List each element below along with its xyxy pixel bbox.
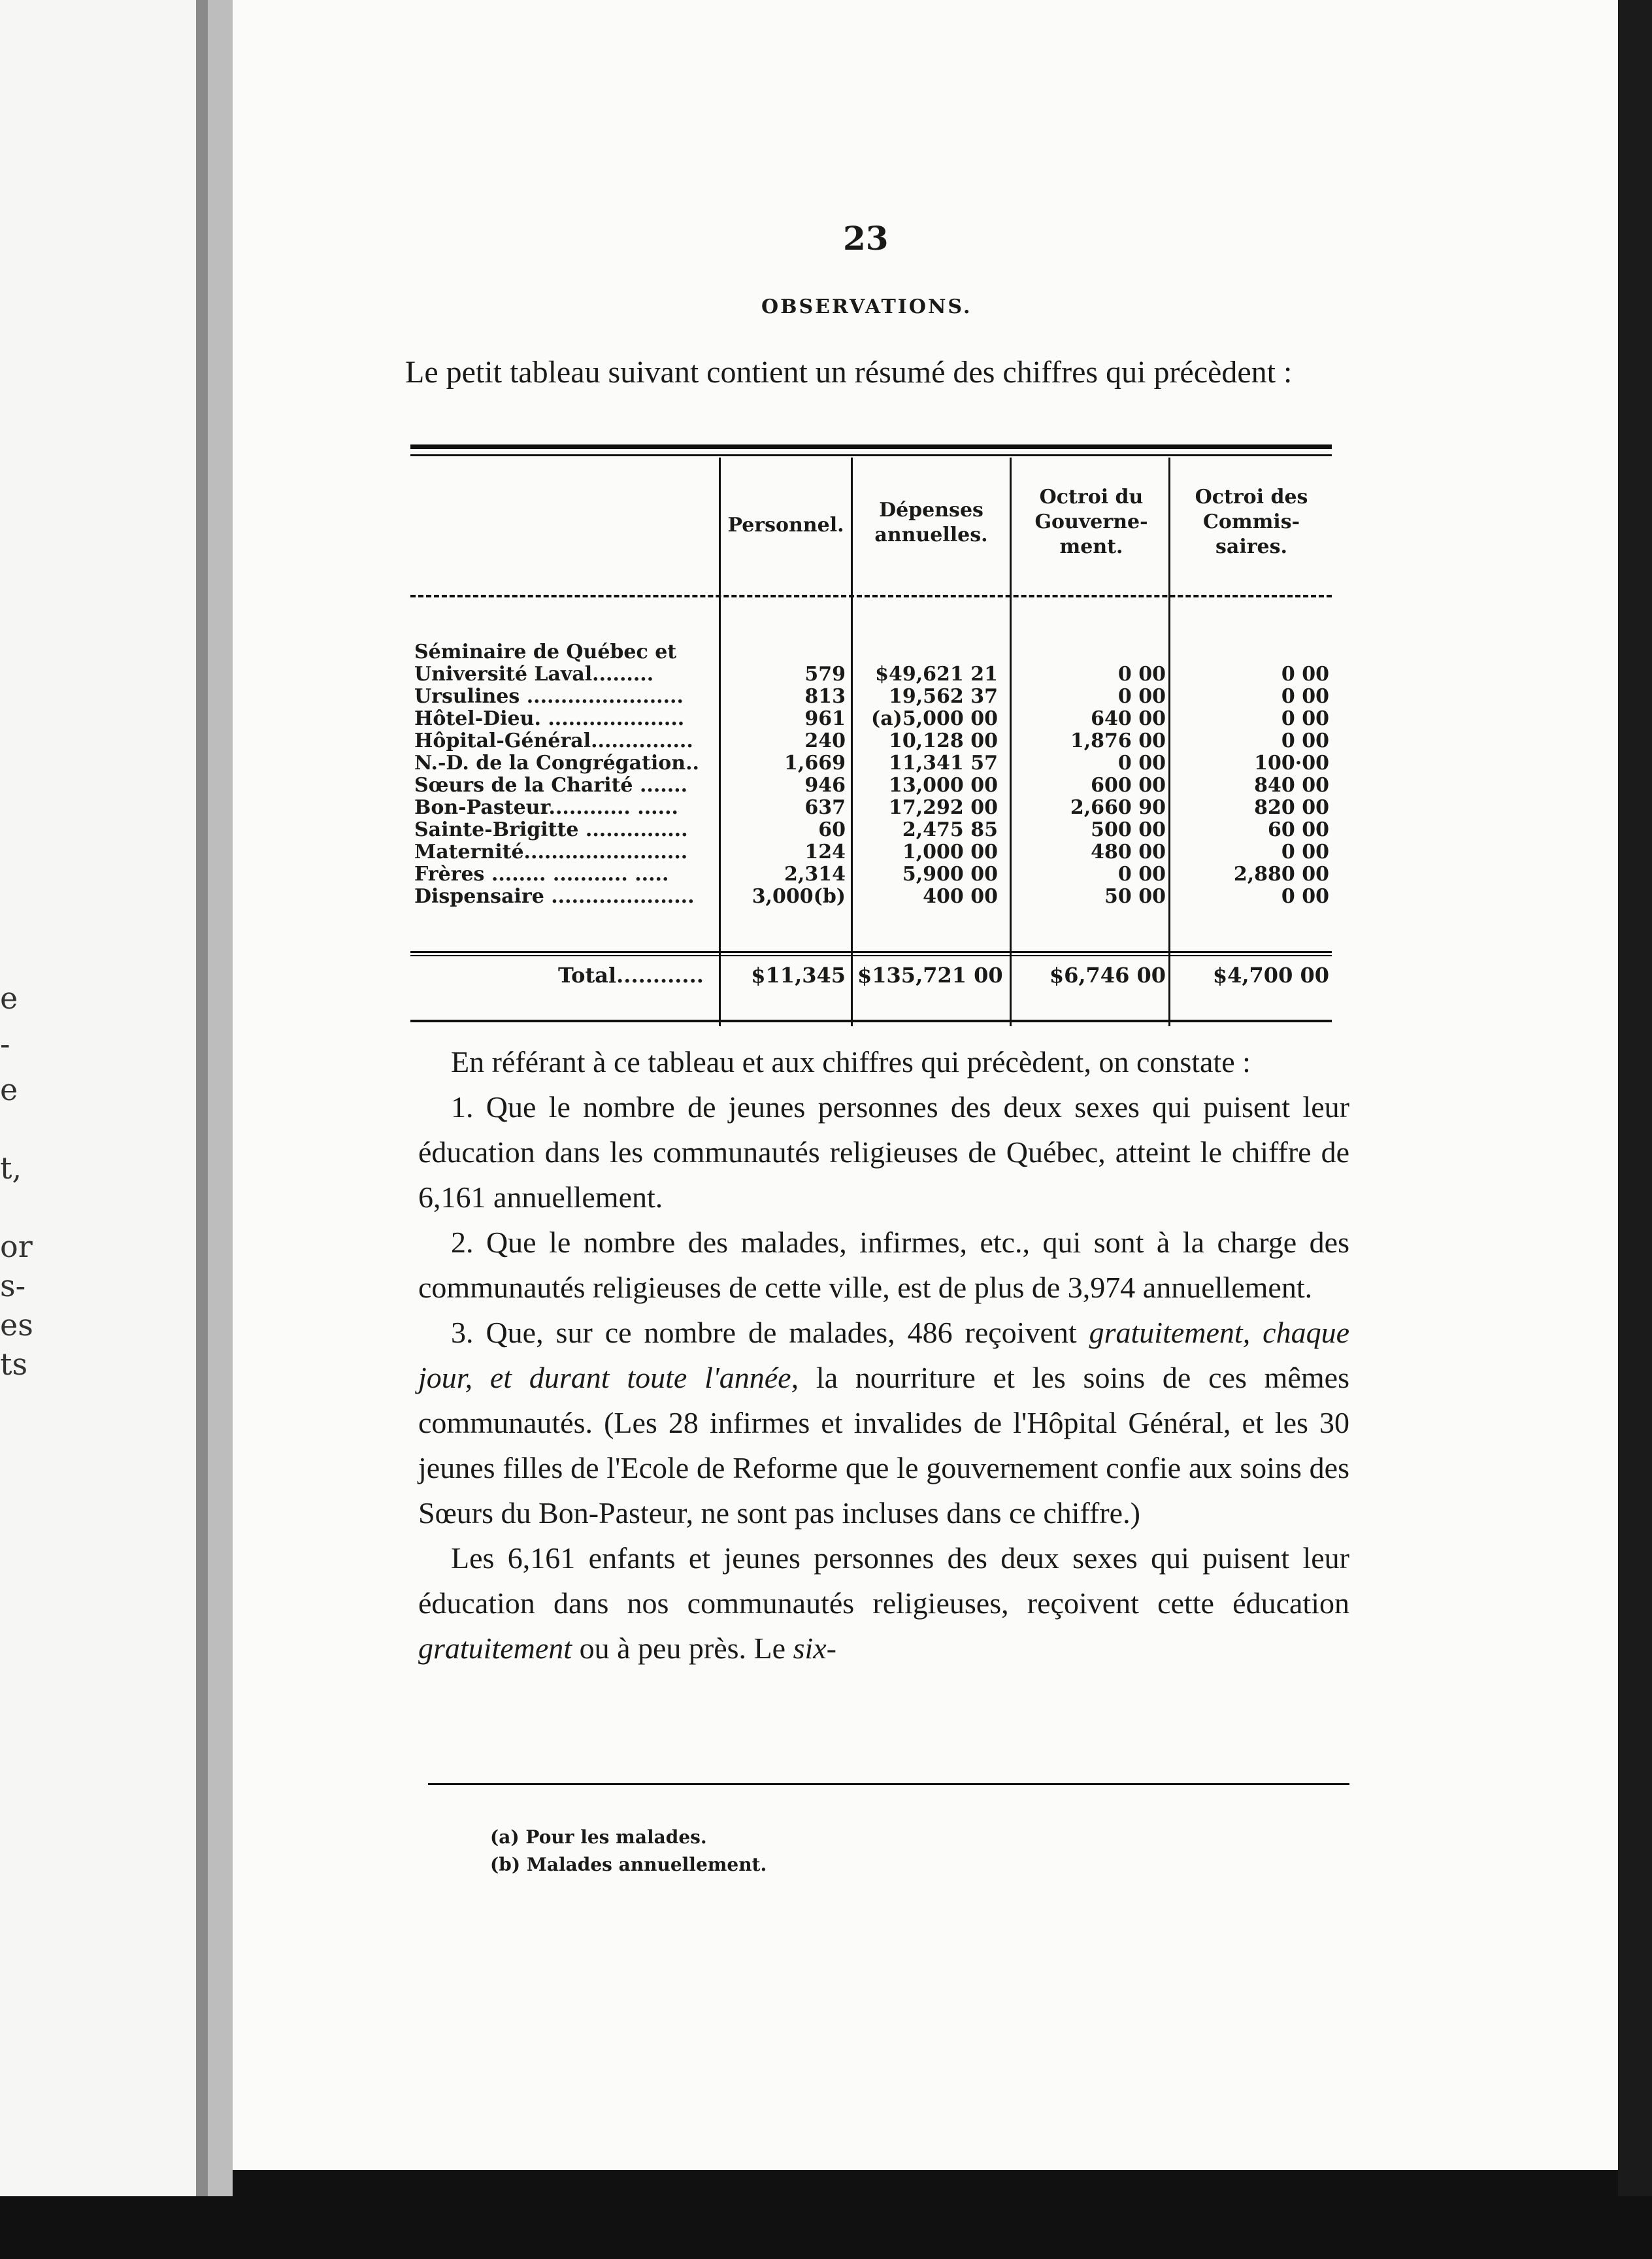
header-gouvernement: Octroi du Gouverne- ment. — [1034, 486, 1148, 558]
table-top-rule — [410, 444, 1332, 449]
left-fragment: es — [0, 1307, 33, 1343]
header-personnel: Personnel. — [727, 514, 844, 537]
left-fragment: e — [0, 980, 18, 1016]
row-name: Ursulines ....................... — [414, 685, 684, 708]
footnote-a: (a) Pour les malades. — [490, 1826, 707, 1848]
paragraph-4 — [418, 1310, 1349, 1535]
left-fragment: s- — [0, 1268, 26, 1303]
cell-personnel: 3,000(b) — [752, 885, 846, 908]
cell-gouvernement: 0 00 — [1117, 863, 1166, 886]
cell-gouvernement: 50 00 — [1104, 885, 1166, 908]
footnotes — [490, 1824, 767, 1879]
footnote-rule — [428, 1783, 1349, 1785]
table-row — [414, 863, 1336, 885]
header-depenses: Dépenses annuelles. — [874, 499, 988, 546]
row-name: Sœurs de la Charité ....... — [414, 774, 688, 797]
cell-personnel: 637 — [804, 796, 846, 819]
table-row — [414, 774, 1336, 796]
paragraph-2: 1. Que le nombre de jeunes personnes des deux sexes qui puisent leur éducation dans les communautés religieuses de Québec, atteint le chiffre de 6,161 annuellement. — [418, 1090, 1349, 1214]
table-row — [414, 663, 1336, 685]
cell-commissaires: 820 00 — [1254, 796, 1329, 819]
paragraph-5 — [418, 1535, 1349, 1671]
cell-personnel: 60 — [818, 818, 846, 841]
left-fragment: ts — [0, 1347, 28, 1382]
left-fragment: - — [0, 1026, 10, 1062]
cell-personnel: 946 — [804, 774, 846, 797]
cell-commissaires: 0 00 — [1281, 663, 1329, 686]
row-name: Université Laval......... — [414, 663, 654, 686]
cell-depenses: 400 00 — [923, 885, 998, 908]
cell-gouvernement: 480 00 — [1091, 841, 1166, 863]
cell-commissaires: 2,880 00 — [1233, 863, 1329, 886]
total-row — [414, 963, 1336, 989]
cell-personnel: 2,314 — [784, 863, 846, 886]
scan-border-bottom — [0, 2196, 1652, 2259]
row-name: Hôpital-Général............... — [414, 729, 693, 752]
body-text — [418, 1039, 1349, 1671]
cell-personnel: 813 — [804, 685, 846, 708]
cell-depenses: 13,000 00 — [888, 774, 998, 797]
paragraph-4-text: 3. Que, sur ce nombre de malades, 486 reçoivent — [451, 1316, 1089, 1349]
cell-depenses: 19,562 37 — [888, 685, 998, 708]
cell-gouvernement: 0 00 — [1117, 685, 1166, 708]
left-fragment: or — [0, 1229, 33, 1264]
cell-depenses: 17,292 00 — [888, 796, 998, 819]
cell-depenses: 1,000 00 — [902, 841, 998, 863]
intro-paragraph: Le petit tableau suivant contient un résumé des chiffres qui précèdent : — [405, 355, 1293, 390]
table-top-rule-thin — [410, 454, 1332, 456]
table-row — [414, 641, 1336, 663]
paragraph-5-italic: gratuitement — [418, 1632, 572, 1665]
cell-depenses: 10,128 00 — [888, 729, 998, 752]
cell-gouvernement: 0 00 — [1117, 752, 1166, 775]
table-row — [414, 841, 1336, 863]
total-depenses: $135,721 00 — [857, 963, 1003, 988]
book-gutter-shadow — [196, 0, 208, 2196]
cell-gouvernement: 600 00 — [1091, 774, 1166, 797]
cell-commissaires: 0 00 — [1281, 729, 1329, 752]
cell-personnel: 240 — [804, 729, 846, 752]
cell-commissaires: 60 00 — [1268, 818, 1329, 841]
row-name: Sainte-Brigitte ............... — [414, 818, 688, 841]
cell-commissaires: 100·00 — [1254, 752, 1329, 775]
cell-gouvernement: 500 00 — [1091, 818, 1166, 841]
section-heading: OBSERVATIONS. — [761, 295, 972, 318]
page-number: 23 — [843, 219, 889, 258]
book-gutter — [208, 0, 233, 2196]
paragraph-4-italic: gratuitement, chaque jour, et durant toute l'année, — [418, 1316, 1349, 1394]
cell-gouvernement: 640 00 — [1091, 707, 1166, 730]
cell-personnel: 579 — [804, 663, 846, 686]
scan-border-right — [1618, 0, 1652, 2259]
table-row — [414, 707, 1336, 729]
table-row — [414, 885, 1336, 907]
footnote-b: (b) Malades annuellement. — [490, 1854, 767, 1875]
cell-depenses: 5,900 00 — [902, 863, 998, 886]
cell-depenses: 11,341 57 — [888, 752, 998, 775]
header-separator — [410, 595, 1332, 597]
paragraph-5-text-mid: ou à peu près. Le — [572, 1632, 793, 1665]
cell-commissaires: 0 00 — [1281, 685, 1329, 708]
cell-personnel: 1,669 — [784, 752, 846, 775]
paragraph-5-text: Les 6,161 enfants et jeunes personnes des deux sexes qui puisent leur éducation dans nos communautés religieuses, reçoivent cette éducation — [418, 1541, 1349, 1620]
cell-personnel: 124 — [804, 841, 846, 863]
adjacent-page-edge — [0, 0, 196, 2196]
cell-depenses: $49,621 21 — [875, 663, 998, 686]
cell-gouvernement: 2,660 90 — [1070, 796, 1166, 819]
cell-gouvernement: 1,876 00 — [1070, 729, 1166, 752]
row-name: Dispensaire ..................... — [414, 885, 695, 908]
cell-depenses: (a)5,000 00 — [871, 707, 998, 730]
total-label: Total............ — [558, 963, 704, 988]
paragraph-1: En référant à ce tableau et aux chiffres qui précèdent, on constate : — [451, 1045, 1251, 1079]
total-commissaires: $4,700 00 — [1212, 963, 1329, 988]
total-personnel: $11,345 — [751, 963, 846, 988]
table-row — [414, 796, 1336, 818]
total-top-rule — [410, 951, 1332, 953]
paragraph-4-text-end: la nourriture et les soins de ces mêmes communautés. (Les 28 infirmes et invalides de l'Hôpital Général, et les 30 jeunes filles de l'Ecole de Reforme que le gouvernement confie aux soins des Sœurs du Bon-Pasteur, ne sont pas incluses dans ce chiffre.) — [418, 1361, 1349, 1530]
cell-commissaires: 0 00 — [1281, 707, 1329, 730]
total-gouvernement: $6,746 00 — [1049, 963, 1166, 988]
cell-commissaires: 0 00 — [1281, 841, 1329, 863]
cell-commissaires: 840 00 — [1254, 774, 1329, 797]
table-row — [414, 752, 1336, 774]
left-fragment: e — [0, 1072, 18, 1107]
left-fragment: t, — [0, 1150, 22, 1186]
cell-depenses: 2,475 85 — [902, 818, 998, 841]
table-bottom-rule — [410, 1020, 1332, 1022]
total-top-rule-thin — [410, 955, 1332, 956]
cell-gouvernement: 0 00 — [1117, 663, 1166, 686]
row-name: N.-D. de la Congrégation.. — [414, 752, 699, 775]
row-name: Bon-Pasteur............ ...... — [414, 796, 678, 819]
cell-personnel: 961 — [804, 707, 846, 730]
paragraph-3: 2. Que le nombre des malades, infirmes, etc., qui sont à la charge des communautés religieuses de cette ville, est de plus de 3,974 annuellement. — [418, 1226, 1349, 1304]
cell-commissaires: 0 00 — [1281, 885, 1329, 908]
table-row — [414, 729, 1336, 752]
row-name: Frères ........ ........... ..... — [414, 863, 669, 886]
row-name: Séminaire de Québec et — [414, 641, 677, 663]
table-row — [414, 818, 1336, 841]
row-name: Hôtel-Dieu. .................... — [414, 707, 685, 730]
header-commissaires: Octroi des Commis- saires. — [1195, 486, 1308, 558]
table-row — [414, 685, 1336, 707]
row-name: Maternité........................ — [414, 841, 688, 863]
paragraph-5-italic-end: six- — [793, 1632, 836, 1665]
